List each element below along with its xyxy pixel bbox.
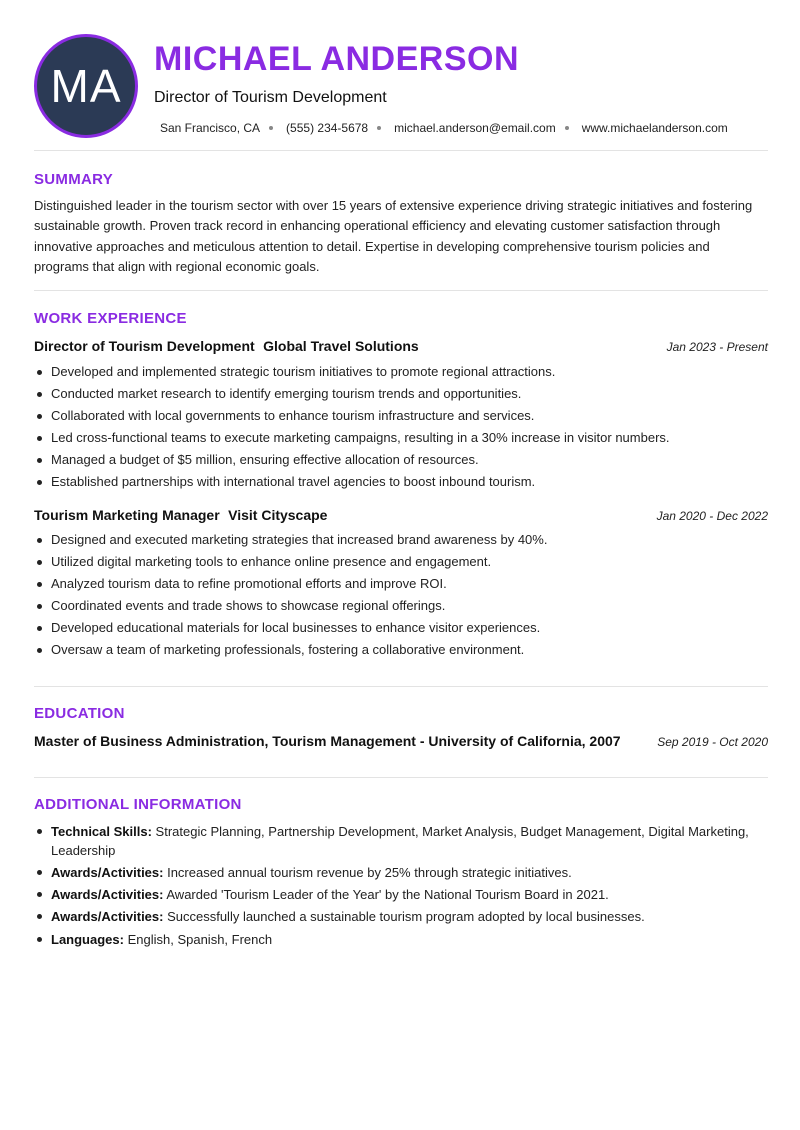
additional-information-heading: ADDITIONAL INFORMATION — [34, 796, 242, 813]
item-text: English, Spanish, French — [123, 932, 273, 947]
section-divider — [34, 686, 768, 687]
list-item: Designed and executed marketing strategies that increased brand awareness by 40%. — [34, 531, 768, 553]
job-dates: Jan 2023 - Present — [666, 340, 768, 354]
contact-email[interactable]: michael.anderson@email.com — [394, 121, 582, 135]
job-bullets — [34, 531, 768, 663]
item-label: Awards/Activities: — [51, 887, 164, 902]
candidate-name: MICHAEL ANDERSON — [154, 40, 520, 78]
summary-heading: SUMMARY — [34, 171, 114, 188]
list-item — [34, 822, 768, 860]
list-item: Established partnerships with international travel agencies to boost inbound tourism. — [34, 473, 768, 495]
separator-dot — [565, 126, 569, 130]
list-item: Led cross-functional teams to execute marketing campaigns, resulting in a 30% increase in visitor numbers. — [34, 429, 768, 451]
item-label: Awards/Activities: — [51, 865, 164, 880]
list-item: Conducted market research to identify emerging tourism trends and opportunities. — [34, 385, 768, 407]
avatar — [34, 34, 138, 138]
list-item — [34, 863, 768, 882]
job-dates: Jan 2020 - Dec 2022 — [656, 509, 768, 523]
list-item: Managed a budget of $5 million, ensuring effective allocation of resources. — [34, 451, 768, 473]
separator-dot — [377, 126, 381, 130]
education-heading: EDUCATION — [34, 705, 125, 722]
item-text: Successfully launched a sustainable tourism program adopted by local businesses. — [163, 909, 645, 924]
list-item: Developed and implemented strategic tourism initiatives to promote regional attractions. — [34, 363, 768, 385]
avatar-initials: MA — [50, 60, 122, 112]
list-item: Developed educational materials for local businesses to enhance visitor experiences. — [34, 619, 768, 641]
work-experience-heading: WORK EXPERIENCE — [34, 310, 187, 327]
job-role: Director of Tourism Development — [34, 338, 255, 354]
section-divider — [34, 290, 768, 291]
item-label: Languages: — [51, 932, 124, 947]
list-item — [34, 907, 768, 926]
section-divider — [34, 777, 768, 778]
education-degree: Master of Business Administration, Tourism Management - University of California, 2007 — [34, 733, 621, 749]
item-label: Technical Skills: — [51, 824, 152, 839]
additional-information-list — [34, 822, 768, 952]
list-item: Analyzed tourism data to refine promotional efforts and improve ROI. — [34, 575, 768, 597]
job-header — [34, 507, 768, 525]
item-text: Increased annual tourism revenue by 25% through strategic initiatives. — [163, 865, 572, 880]
item-text: Strategic Planning, Partnership Development, Market Analysis, Budget Management, Digital Marketing, Leadership — [51, 824, 749, 858]
job-company: Global Travel Solutions — [263, 338, 419, 354]
contact-info — [160, 121, 728, 135]
contact-website[interactable]: www.michaelanderson.com — [581, 121, 728, 135]
list-item — [34, 885, 768, 904]
section-divider — [34, 150, 768, 151]
list-item: Utilized digital marketing tools to enhance online presence and engagement. — [34, 553, 768, 575]
job-role: Tourism Marketing Manager — [34, 507, 220, 523]
job-company: Visit Cityscape — [228, 507, 328, 523]
job-bullets — [34, 363, 768, 495]
list-item — [34, 930, 768, 949]
candidate-title: Director of Tourism Development — [154, 89, 387, 106]
item-label: Awards/Activities: — [51, 909, 164, 924]
list-item: Collaborated with local governments to enhance tourism infrastructure and services. — [34, 407, 768, 429]
contact-phone: (555) 234-5678 — [286, 121, 394, 135]
separator-dot — [269, 126, 273, 130]
job-header — [34, 338, 768, 356]
resume-header — [34, 34, 768, 138]
summary-text: Distinguished leader in the tourism sector with over 15 years of extensive experience driving strategic initiatives and fostering sustainable growth. Proven track record in enhancing operational efficiency and elevating customer satisfaction through innovative approaches and meticulous attention to detail. Expertise in developing comprehensive tourism policies and programs that align with regional economic goals. — [34, 198, 753, 274]
contact-location: San Francisco, CA — [160, 121, 286, 135]
list-item: Coordinated events and trade shows to showcase regional offerings. — [34, 597, 768, 619]
list-item: Oversaw a team of marketing professionals, fostering a collaborative environment. — [34, 641, 768, 663]
education-entry — [34, 733, 768, 751]
education-dates: Sep 2019 - Oct 2020 — [657, 735, 768, 749]
item-text: Awarded 'Tourism Leader of the Year' by the National Tourism Board in 2021. — [163, 887, 609, 902]
